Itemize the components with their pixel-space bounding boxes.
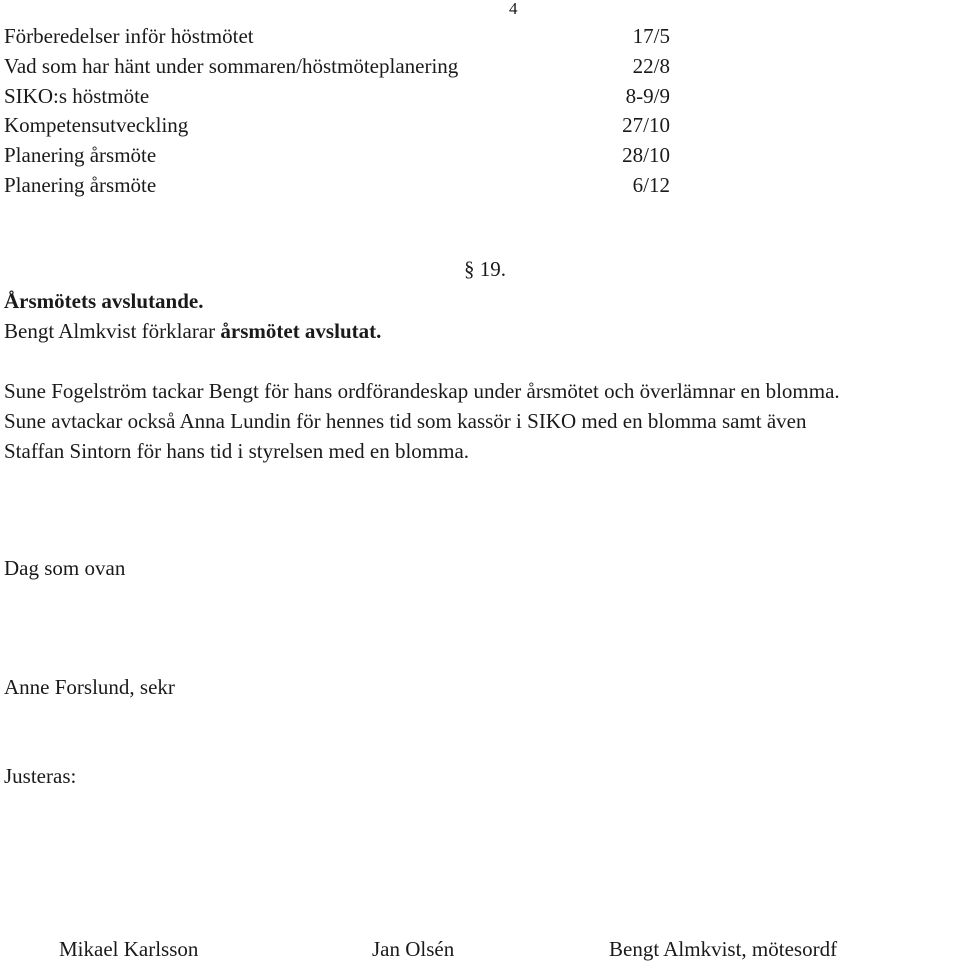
- statement-text: Bengt Almkvist förklarar: [4, 319, 221, 343]
- meeting-label: Planering årsmöte: [4, 143, 157, 167]
- secretary-name: Anne Forslund, sekr: [4, 675, 175, 699]
- meeting-date: 22/8: [632, 54, 670, 78]
- meeting-date: 27/10: [622, 113, 670, 137]
- body-line: Staffan Sintorn för hans tid i styrelsen med en blomma.: [4, 439, 470, 463]
- statement-emphasis: årsmötet avslutat.: [220, 319, 382, 343]
- meeting-date: 28/10: [622, 143, 670, 167]
- meeting-row: [4, 145, 670, 173]
- meeting-label: Vad som har hänt under sommaren/höstmöteplanering: [4, 54, 459, 78]
- meeting-row: [4, 26, 670, 54]
- meeting-date: 17/5: [632, 24, 670, 48]
- signature-name: Mikael Karlsson: [59, 937, 199, 961]
- meeting-date: 6/12: [632, 173, 670, 197]
- section-title: Årsmötets avslutande.: [4, 289, 204, 313]
- meeting-date: 8-9/9: [625, 84, 670, 108]
- body-line: Sune Fogelström tackar Bengt för hans ordförandeskap under årsmötet och överlämnar en blomma.: [4, 379, 840, 403]
- section-statement: [4, 321, 381, 342]
- date-note: Dag som ovan: [4, 556, 126, 580]
- page-number: 4: [509, 0, 518, 18]
- meeting-label: Planering årsmöte: [4, 173, 157, 197]
- meeting-label: Förberedelser inför höstmötet: [4, 24, 254, 48]
- section-number: § 19.: [464, 257, 506, 281]
- meeting-row: [4, 175, 670, 203]
- meeting-label: SIKO:s höstmöte: [4, 84, 150, 108]
- meeting-row: [4, 56, 670, 84]
- meeting-row: [4, 115, 670, 143]
- adjusted-label: Justeras:: [4, 764, 77, 788]
- signature-name: Bengt Almkvist, mötesordf: [609, 937, 838, 961]
- meeting-row: [4, 86, 670, 114]
- signature-name: Jan Olsén: [372, 937, 455, 961]
- meeting-label: Kompetensutveckling: [4, 113, 189, 137]
- body-line: Sune avtackar också Anna Lundin för hennes tid som kassör i SIKO med en blomma samt även: [4, 409, 807, 433]
